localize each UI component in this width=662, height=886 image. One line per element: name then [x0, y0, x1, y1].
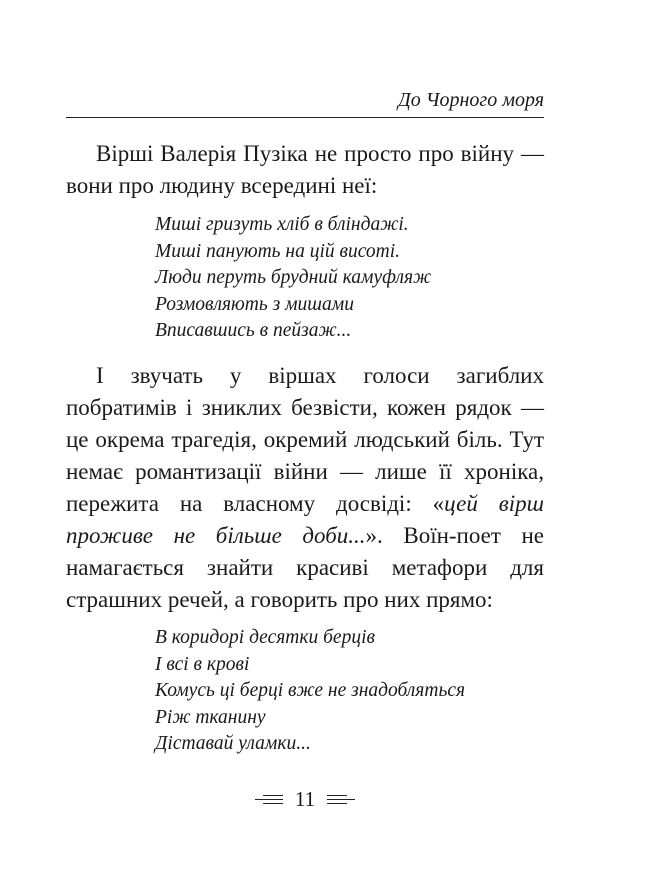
- poem-line: Вписавшись в пейзаж...: [155, 320, 352, 341]
- paragraph-intro: Вірші Валерія Пузіка не просто про війну — вони про людину всередині неї:: [66, 141, 544, 198]
- poem-line: Розмовляють з мишами: [155, 293, 354, 315]
- poem-line: Комусь ці берці вже не знадобляться: [155, 680, 466, 701]
- running-title: До Чорного моря: [397, 89, 544, 111]
- folio-ornament-right-icon: [327, 795, 355, 804]
- poem-line: Ріж тканину: [155, 706, 266, 728]
- poem-excerpt-corridor: [155, 625, 465, 758]
- paragraph-text-after-quote: ». Воїн-поет не намагається знайти красиві метафори для страшних речей, а говорить про них прямо:: [66, 523, 544, 612]
- inline-quote: цей вірш проживе не більше доби...: [66, 491, 544, 548]
- poem-line: Миші гризуть хліб в бліндажі.: [155, 214, 409, 235]
- page-number: 11: [294, 787, 316, 811]
- poem-line: Миші панують на цій висоті.: [155, 240, 401, 262]
- paragraph-text-before-quote: І звучать у віршах голоси загиблих побратимів і зниклих безвісти, кожен рядок — це окрема трагедія, окремий людський біль. Тут немає романтизації війни — лише її хроніка, пережита на власному досвіді: «: [66, 363, 544, 516]
- poem-line: В коридорі десятки берців: [155, 627, 375, 648]
- header-rule: [66, 117, 544, 118]
- poem-excerpt-mice: [155, 212, 431, 345]
- page-folio: [250, 786, 360, 812]
- folio-ornament-left-icon: [255, 795, 283, 804]
- poem-line: Діставай уламки...: [155, 733, 311, 754]
- paragraph-commentary: [66, 360, 544, 616]
- poem-line: Люди перуть брудний камуфляж: [155, 267, 432, 288]
- poem-line: І всі в крові: [155, 653, 250, 675]
